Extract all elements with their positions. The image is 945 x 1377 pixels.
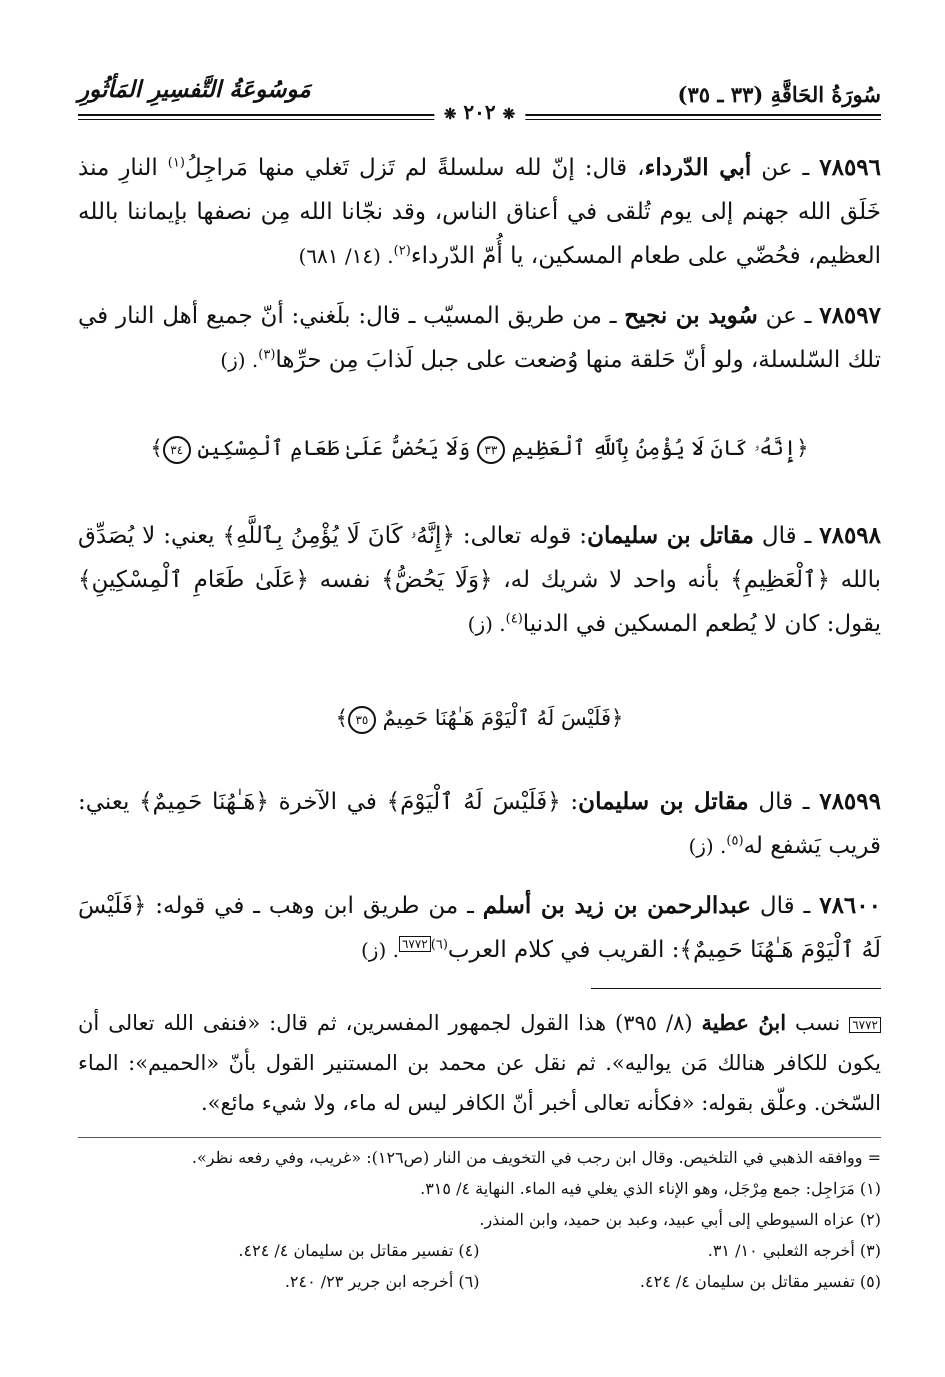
source-code: . (ز): [467, 612, 506, 636]
footnote-5: (٥) تفسير مقاتل بن سليمان ٤/ ٤٢٤.: [639, 1272, 881, 1291]
scholar-name: ابنُ عطية: [701, 1010, 787, 1035]
narration-78599: ٧٨٥٩٩ ـ قال مقاتل بن سليمان: ﴿فَلَيْسَ لَهُ ٱلْيَوْمَ﴾ في الآخرة ﴿هَـٰهُنَا حَمِيمٌ﴾ يعني: قريب يَشفع له$^{(٥)}$. (ز): [78, 788, 881, 859]
book-page: [78, 70, 881, 1347]
quoted-verse: ﴿وَلَا يَحُضُّ﴾: [381, 567, 493, 593]
ayah-number-icon: ٣٥: [348, 706, 376, 734]
footnote-1: (١) مَرَاجِل: جمع مِرْجَل، وهو الإناء الذي يغلي فيه الماء. النهاية ٤/ ٣١٥.: [420, 1179, 881, 1198]
footnote-row: [78, 1235, 881, 1266]
footnotes: [78, 1142, 881, 1297]
page-number: ❋ ٢٠٢ ❋: [434, 100, 525, 124]
footnote-marker[interactable]: (٤): [505, 611, 523, 627]
narrator-name: سُويد بن نجيح: [624, 302, 758, 329]
quoted-verse: ﴿إِنَّهُۥ كَانَ لَا يُؤْمِنُ بِٱللَّهِ﴾: [222, 523, 455, 549]
narrator-name: مقاتل بن سليمان: [587, 522, 755, 549]
narration-78598: ٧٨٥٩٨ ـ قال مقاتل بن سليمان: قوله تعالى: ﴿إِنَّهُۥ كَانَ لَا يُؤْمِنُ بِٱللَّهِ﴾ يعني: لا يُصَدِّق بالله ﴿ٱلْعَظِيمِ﴾ بأنه واحد لا شريك له، ﴿وَلَا يَحُضُّ﴾ نفسه ﴿عَلَىٰ طَعَامِ ٱلْمِسْكِينِ﴾ يقول: كان لا يُطعم المسكين في الدنيا$^{(٤)}$. (ز): [78, 522, 882, 637]
footnote-continued: = ووافقه الذهبي في التلخيص. وقال ابن رجب في التخويف من النار (ص١٢٦): «غريب، وفي رفعه نظر».: [191, 1148, 881, 1167]
footnote-marker[interactable]: (١): [167, 155, 185, 171]
footnote-separator: [78, 1137, 881, 1138]
quoted-verse: ﴿عَلَىٰ طَعَامِ ٱلْمِسْكِينِ﴾: [78, 567, 309, 593]
ornament-icon: ❋: [502, 105, 516, 123]
source-code: . (ز): [688, 834, 727, 858]
narrator-name: عبدالرحمن بن زيد بن أسلم: [482, 892, 752, 919]
footnote-marker[interactable]: (٦): [430, 937, 448, 953]
book-title: مَوسُوعَةُ التَّفسِيرِ المَأثُورِ: [78, 76, 311, 103]
source-code: . (ز): [220, 348, 259, 372]
footnote-row: [78, 1266, 881, 1297]
quoted-verse: ﴿هَـٰهُنَا حَمِيمٌ﴾: [139, 789, 269, 815]
narrator-name: أبي الدّرداء: [644, 154, 752, 181]
editor-note: ٦٧٧٢ نسب ابنُ عطية (٨/ ٣٩٥) هذا القول لجمهور المفسرين، ثم قال: «فنفى الله تعالى أن يكون للكافر هنالك مَن يواليه». ثم نقل عن محمد بن المستنير القول بأنّ «الحميم»: الماء السّخن. وعلّق بقوله: «فكأنه تعالى أخبر أنّ الكافر ليس له ماء، ولا شيء مائع».: [78, 1010, 881, 1115]
quoted-verse: ﴿فَلَيْسَ لَهُ ٱلْيَوْمَ﴾: [386, 789, 561, 815]
narrator-name: مقاتل بن سليمان: [578, 788, 749, 815]
footnote-marker[interactable]: (٥): [726, 833, 744, 849]
footnote-3: (٣) أخرجه الثعلبي ١٠/ ٣١.: [707, 1241, 881, 1260]
quoted-verse: ﴿فَلَيْسَ لَهُ ٱلْيَوْمَ هَـٰهُنَا حَمِيمٌ﴾: [78, 893, 881, 963]
footnote-marker[interactable]: (٢): [393, 243, 411, 259]
surah-title: سُورَةُ الحَاقَّةِ (٣٣ ـ ٣٥): [677, 82, 881, 107]
narration-78600: ٧٨٦٠٠ ـ قال عبدالرحمن بن زيد بن أسلم ـ من طريق ابن وهب ـ في قوله: ﴿فَلَيْسَ لَهُ ٱلْيَوْمَ هَـٰهُنَا حَمِيمٌ﴾: القريب في كلام العرب$^{(٦)٦٧٧٢}$. (ز): [78, 892, 881, 963]
ayah-number-icon: ٣٤: [163, 436, 191, 464]
editor-note-number: ٦٧٧٢: [849, 1017, 881, 1033]
ornament-icon: ❋: [443, 105, 457, 123]
page-header: [78, 70, 881, 140]
footnote-4: (٤) تفسير مقاتل بن سليمان ٤/ ٤٢٤.: [238, 1241, 480, 1260]
quran-verse-33-34: ﴿إِنَّهُۥ كَانَ لَا يُؤْمِنُ بِٱللَّهِ ٱلْعَظِيمِ ٣٣ وَلَا يَحُضُّ عَلَىٰ طَعَامِ ٱلْمِسْكِينِ ٣٤﴾: [78, 428, 881, 468]
quoted-verse: ﴿ٱلْعَظِيمِ﴾: [730, 567, 830, 593]
narration-78596: ٧٨٥٩٦ ـ عن أبي الدّرداء، قال: إنّ لله سلسلةً لم تَزل تَغلي منها مَراجِلُ$^{(١)}$ النارِ منذ خَلَق الله جهنم إلى يوم تُلقى في أعناق الناس، وقد نجّانا الله مِن نصفها بإيماننا بالله العظيم، فحُضّي على طعام المسكين، يا أُمّ الدّرداء$^{(٢)}$. (١٤/ ٦٨١): [78, 154, 882, 269]
note-separator: [591, 988, 881, 989]
source-code: . (ز): [360, 938, 399, 962]
ayah-number-icon: ٣٣: [477, 436, 505, 464]
editor-note-marker[interactable]: ٦٧٧٢: [399, 936, 431, 952]
volume-reference: . (١٤/ ٦٨١): [298, 244, 394, 268]
footnote-2: (٢) عزاه السيوطي إلى أبي عبيد، وعبد بن حميد، وابن المنذر.: [479, 1210, 881, 1229]
quran-verse-35: ﴿فَلَيْسَ لَهُ ٱلْيَوْمَ هَـٰهُنَا حَمِيمٌ ٣٥﴾: [78, 698, 881, 738]
footnote-marker[interactable]: (٣): [258, 347, 276, 363]
footnote-6: (٦) أخرجه ابن جرير ٢٣/ ٢٤٠.: [284, 1272, 480, 1291]
narration-78597: ٧٨٥٩٧ ـ عن سُويد بن نجيح ـ من طريق المسيّب ـ قال: بلَغني: أنّ جميع أهل النار في تلك السّلسلة، ولو أنّ حَلقة منها وُضعت على جبل لَذابَ مِن حرِّها$^{(٣)}$. (ز): [78, 302, 881, 373]
